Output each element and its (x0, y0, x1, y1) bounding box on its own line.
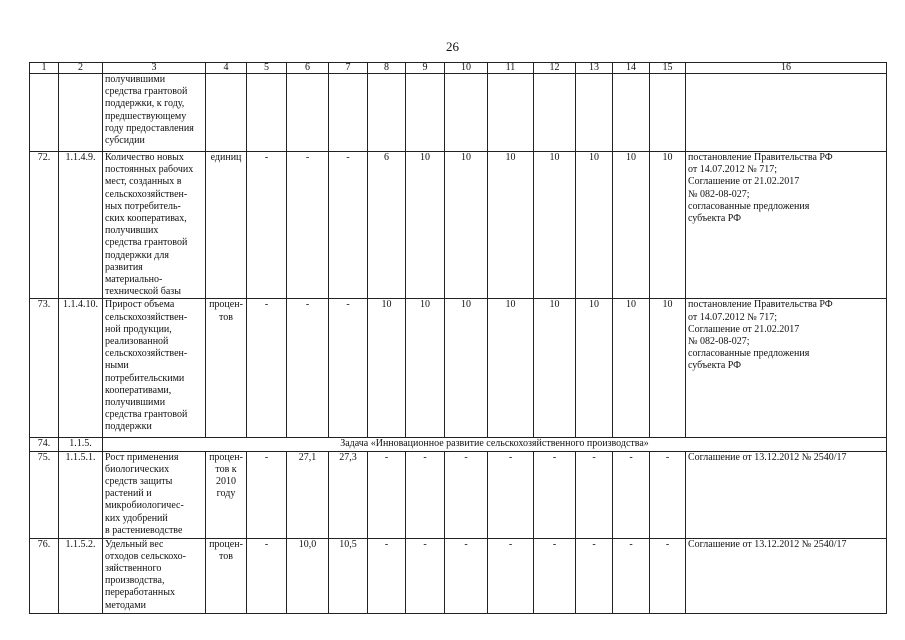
row-number-cell (30, 74, 59, 152)
indicator-name-cell: Количество новых постоянных рабочих мест, созданных в сельскохозяйствен- ных потребитель- ских кооперативах, получивших средства грантовой поддержки для развития материально- технической базы (103, 152, 206, 299)
value-cell: - (650, 538, 686, 613)
indicator-name-cell: получившими средства грантовой поддержки, к году, предшествующему году предоставления субсидии (103, 74, 206, 152)
value-cell: - (287, 299, 329, 438)
value-cell: 10 (650, 299, 686, 438)
source-cell: постановление Правительства РФ от 14.07.2012 № 717; Соглашение от 21.02.2017 № 082-08-027; согласованные предложения субъекта РФ (686, 152, 887, 299)
value-cell: 10 (406, 152, 445, 299)
column-number-cell: 10 (445, 63, 488, 74)
value-cell: 10 (488, 152, 534, 299)
value-cell: 10 (445, 299, 488, 438)
value-cell: 10,5 (329, 538, 368, 613)
source-cell: Соглашение от 13.12.2012 № 2540/17 (686, 538, 887, 613)
source-cell (686, 74, 887, 152)
column-number-cell: 13 (576, 63, 613, 74)
unit-cell (206, 74, 247, 152)
value-cell: - (576, 538, 613, 613)
value-cell: 10 (534, 299, 576, 438)
indicator-name-cell: Прирост объема сельскохозяйствен- ной продукции, реализованной сельскохозяйствен- ными потребительскими кооперативами, получившими средства грантовой поддержки (103, 299, 206, 438)
column-number-cell: 9 (406, 63, 445, 74)
value-cell: - (368, 451, 406, 538)
value-cell (488, 74, 534, 152)
value-cell (613, 74, 650, 152)
value-cell: 10,0 (287, 538, 329, 613)
value-cell (576, 74, 613, 152)
value-cell (650, 74, 686, 152)
table-row (30, 451, 887, 538)
value-cell: - (488, 451, 534, 538)
value-cell: - (247, 451, 287, 538)
table-row (30, 299, 887, 438)
value-cell (445, 74, 488, 152)
indicator-code-cell (59, 74, 103, 152)
value-cell: 10 (488, 299, 534, 438)
indicator-code-cell: 1.1.5. (59, 438, 103, 451)
table-row (30, 74, 887, 152)
value-cell: 10 (445, 152, 488, 299)
value-cell: 10 (368, 299, 406, 438)
value-cell (287, 74, 329, 152)
value-cell: 10 (534, 152, 576, 299)
row-number-cell: 74. (30, 438, 59, 451)
column-number-cell: 7 (329, 63, 368, 74)
value-cell (329, 74, 368, 152)
column-number-cell: 15 (650, 63, 686, 74)
column-number-cell: 6 (287, 63, 329, 74)
value-cell: 27,1 (287, 451, 329, 538)
value-cell: 10 (576, 299, 613, 438)
column-number-cell: 1 (30, 63, 59, 74)
value-cell: 10 (650, 152, 686, 299)
row-number-cell: 72. (30, 152, 59, 299)
value-cell: 10 (576, 152, 613, 299)
column-number-row (30, 63, 887, 74)
row-number-cell: 76. (30, 538, 59, 613)
source-cell: Соглашение от 13.12.2012 № 2540/17 (686, 451, 887, 538)
column-number-cell: 16 (686, 63, 887, 74)
value-cell: - (406, 538, 445, 613)
value-cell: - (576, 451, 613, 538)
value-cell: - (534, 451, 576, 538)
value-cell: - (650, 451, 686, 538)
indicator-name-cell: Удельный вес отходов сельскохо- зяйственного производства, переработанных методами (103, 538, 206, 613)
value-cell: 10 (613, 299, 650, 438)
table-row (30, 538, 887, 613)
value-cell: - (247, 538, 287, 613)
value-cell: - (445, 538, 488, 613)
value-cell: - (287, 152, 329, 299)
indicator-name-cell: Рост применения биологических средств защиты растений и микробиологичес- ких удобрений в растениеводстве (103, 451, 206, 538)
unit-cell: процен- тов (206, 538, 247, 613)
indicator-code-cell: 1.1.5.1. (59, 451, 103, 538)
value-cell (247, 74, 287, 152)
value-cell: 10 (613, 152, 650, 299)
table-row (30, 152, 887, 299)
column-number-cell: 5 (247, 63, 287, 74)
page-number: 26 (446, 39, 459, 54)
value-cell: 27,3 (329, 451, 368, 538)
value-cell: - (329, 299, 368, 438)
value-cell: - (406, 451, 445, 538)
unit-cell: процен- тов (206, 299, 247, 438)
unit-cell: единиц (206, 152, 247, 299)
value-cell: - (247, 152, 287, 299)
value-cell: - (445, 451, 488, 538)
indicators-table (29, 62, 887, 614)
column-number-cell: 2 (59, 63, 103, 74)
task-row (30, 438, 887, 451)
value-cell: - (613, 451, 650, 538)
source-cell: постановление Правительства РФ от 14.07.2012 № 717; Соглашение от 21.02.2017 № 082-08-027; согласованные предложения субъекта РФ (686, 299, 887, 438)
row-number-cell: 75. (30, 451, 59, 538)
value-cell: 10 (406, 299, 445, 438)
column-number-cell: 3 (103, 63, 206, 74)
indicator-code-cell: 1.1.4.9. (59, 152, 103, 299)
row-number-cell: 73. (30, 299, 59, 438)
indicator-code-cell: 1.1.5.2. (59, 538, 103, 613)
value-cell (368, 74, 406, 152)
value-cell: - (329, 152, 368, 299)
column-number-cell: 11 (488, 63, 534, 74)
indicator-code-cell: 1.1.4.10. (59, 299, 103, 438)
column-number-cell: 8 (368, 63, 406, 74)
value-cell: - (534, 538, 576, 613)
value-cell: - (488, 538, 534, 613)
column-number-cell: 12 (534, 63, 576, 74)
value-cell (406, 74, 445, 152)
value-cell (534, 74, 576, 152)
value-cell: - (368, 538, 406, 613)
value-cell: - (247, 299, 287, 438)
value-cell: 6 (368, 152, 406, 299)
unit-cell: процен- тов к 2010 году (206, 451, 247, 538)
column-number-cell: 4 (206, 63, 247, 74)
column-number-cell: 14 (613, 63, 650, 74)
value-cell: - (613, 538, 650, 613)
task-title-cell: Задача «Инновационное развитие сельскохозяйственного производства» (103, 438, 887, 451)
